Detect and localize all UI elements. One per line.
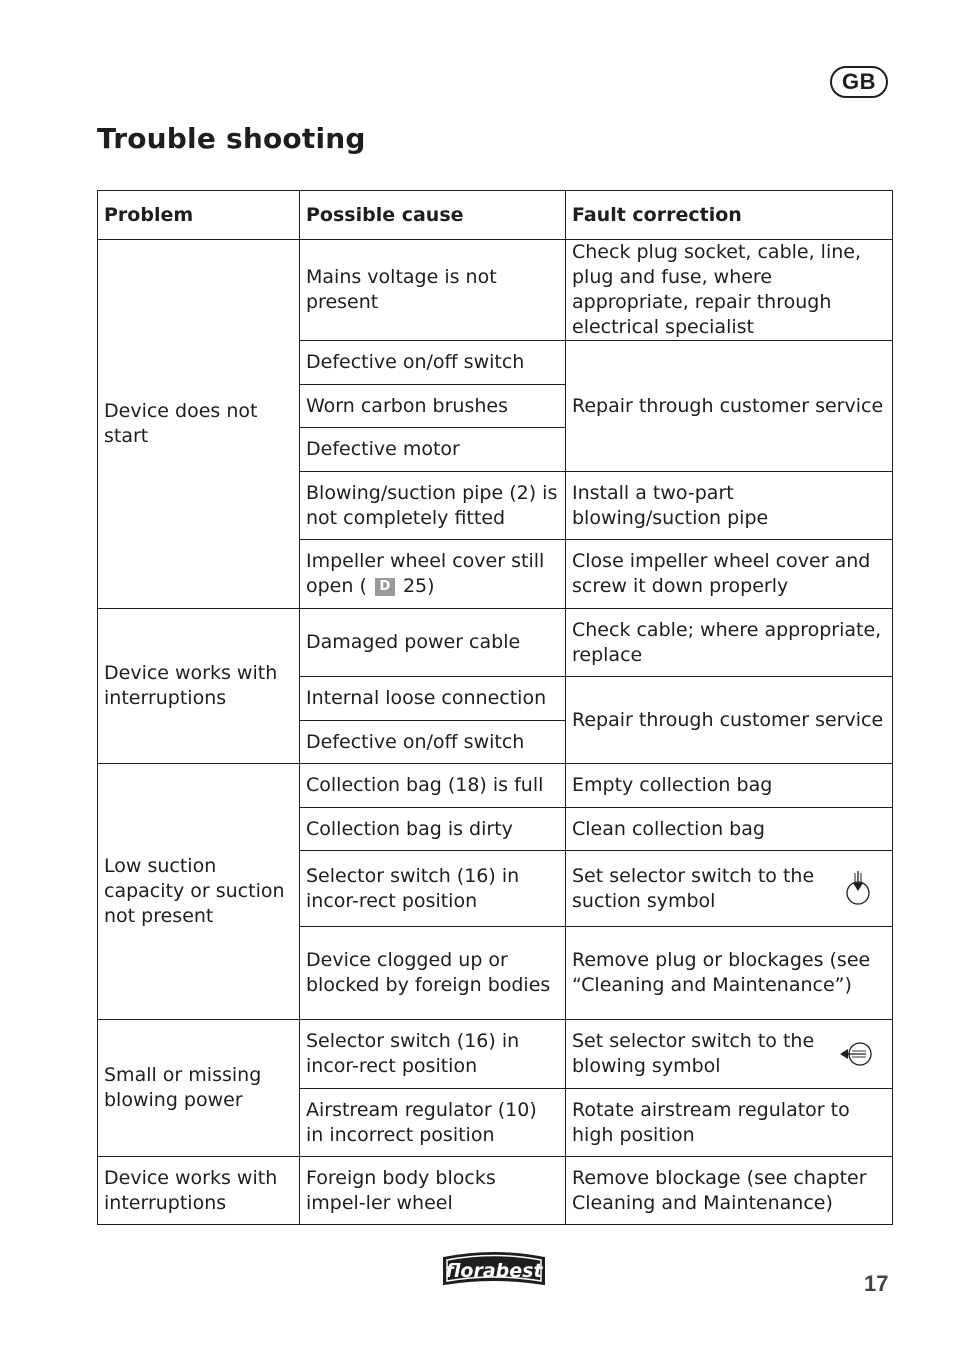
cause-cell: Mains voltage is not present bbox=[300, 240, 566, 341]
page-title: Trouble shooting bbox=[97, 122, 366, 155]
correction-cell: Repair through customer service bbox=[566, 341, 893, 472]
header-problem: Problem bbox=[98, 191, 300, 240]
correction-cell: Empty collection bag bbox=[566, 764, 893, 808]
troubleshooting-table bbox=[97, 190, 893, 1225]
cause-cell: Defective on/off switch bbox=[300, 341, 566, 385]
correction-text: Set selector switch to the blowing symbol bbox=[572, 1030, 815, 1077]
correction-cell: Check plug socket, cable, line, plug and fuse, where appropriate, repair through electrical specialist bbox=[566, 240, 893, 341]
cause-cell: Worn carbon brushes bbox=[300, 385, 566, 428]
cause-cell: Collection bag is dirty bbox=[300, 808, 566, 851]
blowing-symbol-icon bbox=[838, 1039, 874, 1069]
cause-text: 25) bbox=[402, 575, 435, 597]
page-number: 17 bbox=[864, 1271, 889, 1296]
cause-cell: Device clogged up or blocked by foreign bodies bbox=[300, 927, 566, 1020]
cause-cell: Foreign body blocks impel-ler wheel bbox=[300, 1157, 566, 1225]
correction-text: Set selector switch to the suction symbol bbox=[572, 864, 815, 912]
cause-cell: Airstream regulator (10) in incorrect position bbox=[300, 1089, 566, 1157]
correction-cell: Remove blockage (see chapter Cleaning and Maintenance) bbox=[566, 1157, 893, 1225]
table-row bbox=[98, 1157, 893, 1225]
problem-cell: Device does not start bbox=[98, 240, 300, 609]
table-row bbox=[98, 240, 893, 341]
problem-cell: Low suction capacity or suction not present bbox=[98, 764, 300, 1020]
problem-cell: Device works with interruptions bbox=[98, 609, 300, 764]
cause-cell: Selector switch (16) in incor-rect position bbox=[300, 851, 566, 927]
cause-cell: Selector switch (16) in incor-rect position bbox=[300, 1020, 566, 1089]
cause-cell bbox=[300, 540, 566, 609]
cause-cell: Collection bag (18) is full bbox=[300, 764, 566, 808]
correction-cell: Install a two-part blowing/suction pipe bbox=[566, 472, 893, 540]
brand-name: florabest bbox=[445, 1260, 543, 1282]
table-row bbox=[98, 609, 893, 677]
language-badge: GB bbox=[830, 66, 888, 98]
cause-cell: Internal loose connection bbox=[300, 677, 566, 721]
figure-reference-badge: D bbox=[375, 578, 395, 596]
correction-cell: Repair through customer service bbox=[566, 677, 893, 764]
correction-cell bbox=[566, 1020, 893, 1089]
table-row bbox=[98, 764, 893, 808]
correction-cell: Check cable; where appropriate, replace bbox=[566, 609, 893, 677]
suction-symbol-icon bbox=[844, 869, 874, 909]
header-fault-correction: Fault correction bbox=[566, 191, 893, 240]
problem-cell: Small or missing blowing power bbox=[98, 1020, 300, 1157]
table-header-row bbox=[98, 191, 893, 240]
cause-cell: Blowing/suction pipe (2) is not completely fitted bbox=[300, 472, 566, 540]
correction-cell: Close impeller wheel cover and screw it down properly bbox=[566, 540, 893, 609]
cause-text: Impeller wheel cover still open ( bbox=[306, 550, 545, 597]
cause-cell: Damaged power cable bbox=[300, 609, 566, 677]
correction-cell: Rotate airstream regulator to high position bbox=[566, 1089, 893, 1157]
correction-cell: Clean collection bag bbox=[566, 808, 893, 851]
florabest-logo bbox=[438, 1246, 550, 1288]
problem-cell: Device works with interruptions bbox=[98, 1157, 300, 1225]
header-possible-cause: Possible cause bbox=[300, 191, 566, 240]
table-row bbox=[98, 1020, 893, 1089]
correction-cell bbox=[566, 851, 893, 927]
cause-cell: Defective motor bbox=[300, 428, 566, 472]
cause-cell: Defective on/off switch bbox=[300, 721, 566, 764]
correction-cell: Remove plug or blockages (see “Cleaning and Maintenance”) bbox=[566, 927, 893, 1020]
